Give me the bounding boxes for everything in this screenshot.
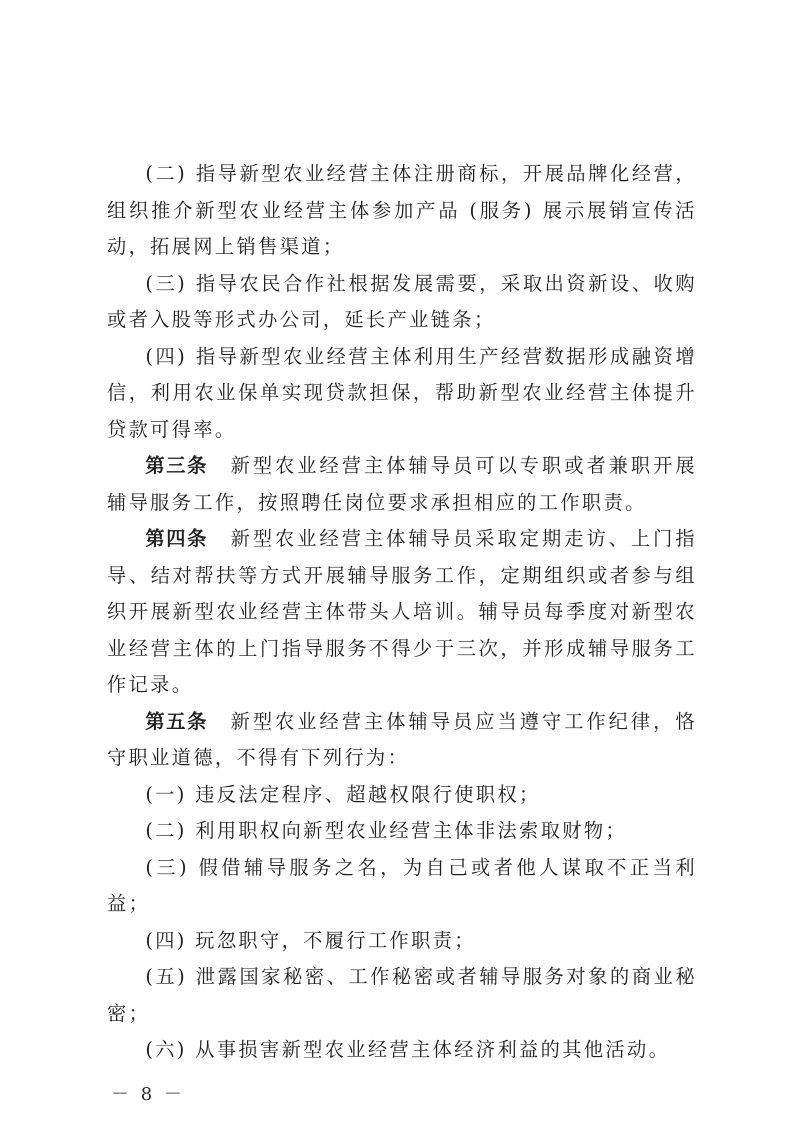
paragraph-item-four: (四) 指导新型农业经营主体利用生产经营数据形成融资增信，利用农业保单实现贷款担保，帮助新型农业经营主体提升贷款可得率。 [107,344,697,441]
article-four-text: 新型农业经营主体辅导员采取定期走访、上门指导、结对帮扶等方式开展辅导服务工作，定期组织或者参与组织开展新型农业经营主体带头人培训。辅导员每季度对新型农业经营主体的上门指导服务不得少于三次，并形成辅导服务工作记录。 [107,527,697,696]
paragraph-item-two: (二) 指导新型农业经营主体注册商标，开展品牌化经营，组织推介新型农业经营主体参加产品 (服务) 展示展销宣传活动，拓展网上销售渠道； [107,162,697,258]
prohibited-item-three: (三) 假借辅导服务之名，为自己或者他人谋取不正当利益； [107,855,697,915]
article-five-text: 新型农业经营主体辅导员应当遵守工作纪律，恪守职业道德，不得有下列行为： [107,709,697,769]
paragraph-item-three: (三) 指导农民合作社根据发展需要，采取出资新设、收购或者入股等形式办公司，延长产业链条； [107,271,697,331]
article-three-text: 新型农业经营主体辅导员可以专职或者兼职开展辅导服务工作，按照聘任岗位要求承担相应的工作职责。 [107,454,697,514]
prohibited-item-two: (二) 利用职权向新型农业经营主体非法索取财物； [145,819,627,842]
prohibited-item-six: (六) 从事损害新型农业经营主体经济利益的其他活动。 [145,1038,671,1061]
article-three-heading: 第三条 [145,454,208,477]
prohibited-item-four: (四) 玩忽职守，不履行工作职责； [145,928,476,952]
article-four-heading: 第四条 [145,527,208,550]
document-page [107,156,697,1069]
article-five [107,704,697,777]
prohibited-item-one: (一) 违反法定程序、超越权限行使职权； [145,782,541,806]
article-five-heading: 第五条 [145,709,208,733]
article-four [107,521,697,704]
article-three [107,448,697,521]
page-number: － 8 － [111,1084,185,1105]
prohibited-item-five: (五) 泄露国家秘密、工作秘密或者辅导服务对象的商业秘密； [107,965,697,1025]
